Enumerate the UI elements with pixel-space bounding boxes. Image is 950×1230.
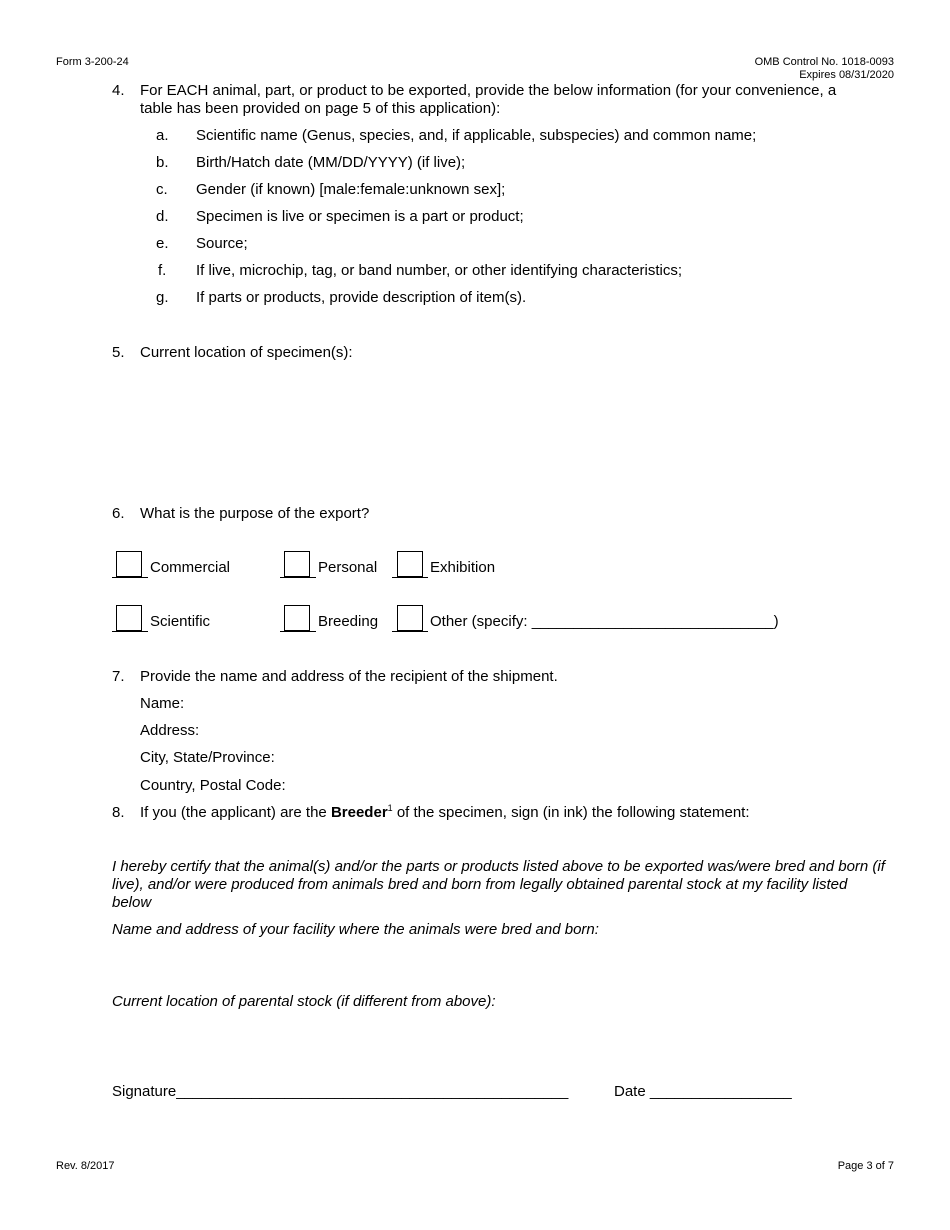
q4-item-letter: a. xyxy=(156,127,169,144)
personal-checkbox[interactable] xyxy=(284,551,310,577)
q6-text: What is the purpose of the export? xyxy=(140,505,370,522)
q6-number: 6. xyxy=(112,505,125,522)
q4-item-text: Gender (if known) [male:female:unknown sex]; xyxy=(196,181,506,198)
q4-item-letter: b. xyxy=(156,154,169,171)
parental-stock-label: Current location of parental stock (if different from above): xyxy=(112,993,496,1010)
checkbox-underline xyxy=(112,631,148,632)
breeding-label: Breeding xyxy=(318,613,379,630)
current-location-answer-area[interactable] xyxy=(140,368,880,488)
recipient-city-label: City, State/Province: xyxy=(140,749,275,766)
revision-date: Rev. 8/2017 xyxy=(56,1160,115,1172)
checkbox-underline xyxy=(280,631,316,632)
q8-text-after: of the specimen, sign (in ink) the following statement: xyxy=(392,804,750,821)
signature-field[interactable]: Signature_______________________________________________ xyxy=(112,1083,569,1100)
q7-text: Provide the name and address of the recipient of the shipment. xyxy=(140,668,558,685)
q8-text xyxy=(140,804,750,822)
omb-control-number: OMB Control No. 1018-0093 xyxy=(754,56,894,68)
exhibition-checkbox[interactable] xyxy=(397,551,423,577)
q4-item-text: Specimen is live or specimen is a part or product; xyxy=(196,208,524,225)
date-field[interactable]: Date _________________ xyxy=(614,1083,792,1100)
q8-number: 8. xyxy=(112,804,125,821)
certification-statement: I hereby certify that the animal(s) and/or the parts or products listed above to be exported was/were bred and born (if live), and/or were produced from animals bred and born from legally obtained parental stock at my facility listed below xyxy=(112,858,885,911)
checkbox-underline xyxy=(280,577,316,578)
commercial-checkbox[interactable] xyxy=(116,551,142,577)
expiration-date: Expires 08/31/2020 xyxy=(799,69,894,81)
scientific-checkbox[interactable] xyxy=(116,605,142,631)
q4-item-text: If live, microchip, tag, or band number, or other identifying characteristics; xyxy=(196,262,683,279)
q4-item-letter: c. xyxy=(156,181,168,198)
recipient-address-label: Address: xyxy=(140,722,200,739)
other-label[interactable]: Other (specify: _____________________________) xyxy=(430,613,779,630)
q4-text: For EACH animal, part, or product to be exported, provide the below information (for your convenience, a table has been provided on page 5 of this application): xyxy=(140,82,837,117)
q5-text: Current location of specimen(s): xyxy=(140,344,353,361)
q4-item-letter: g. xyxy=(156,289,169,306)
footnote-mark: 1 xyxy=(387,803,393,813)
checkbox-underline xyxy=(112,577,148,578)
q4-item-letter: d. xyxy=(156,208,169,225)
q4-number: 4. xyxy=(112,82,125,99)
page-number: Page 3 of 7 xyxy=(837,1160,894,1172)
commercial-label: Commercial xyxy=(150,559,231,576)
q8-text-before: If you (the applicant) are the xyxy=(140,804,331,821)
q5-number: 5. xyxy=(112,344,125,361)
q7-number: 7. xyxy=(112,668,125,685)
breeder-term: Breeder xyxy=(330,804,388,821)
recipient-country-label: Country, Postal Code: xyxy=(140,777,286,794)
other-checkbox[interactable] xyxy=(397,605,423,631)
breeding-checkbox[interactable] xyxy=(284,605,310,631)
q4-item-letter: f. xyxy=(158,262,167,279)
q4-item-letter: e. xyxy=(156,235,169,252)
form-number: Form 3-200-24 xyxy=(56,56,129,68)
facility-label: Name and address of your facility where the animals were bred and born: xyxy=(112,921,599,938)
exhibition-label: Exhibition xyxy=(430,559,496,576)
q4-item-text: If parts or products, provide description of item(s). xyxy=(196,289,527,306)
personal-label: Personal xyxy=(318,559,378,576)
q4-item-text: Birth/Hatch date (MM/DD/YYYY) (if live); xyxy=(196,154,466,171)
checkbox-underline xyxy=(392,631,428,632)
recipient-name-label: Name: xyxy=(140,695,185,712)
scientific-label: Scientific xyxy=(150,613,211,630)
checkbox-underline xyxy=(392,577,428,578)
q4-item-text: Scientific name (Genus, species, and, if applicable, subspecies) and common name; xyxy=(196,127,757,144)
q4-item-text: Source; xyxy=(196,235,248,252)
